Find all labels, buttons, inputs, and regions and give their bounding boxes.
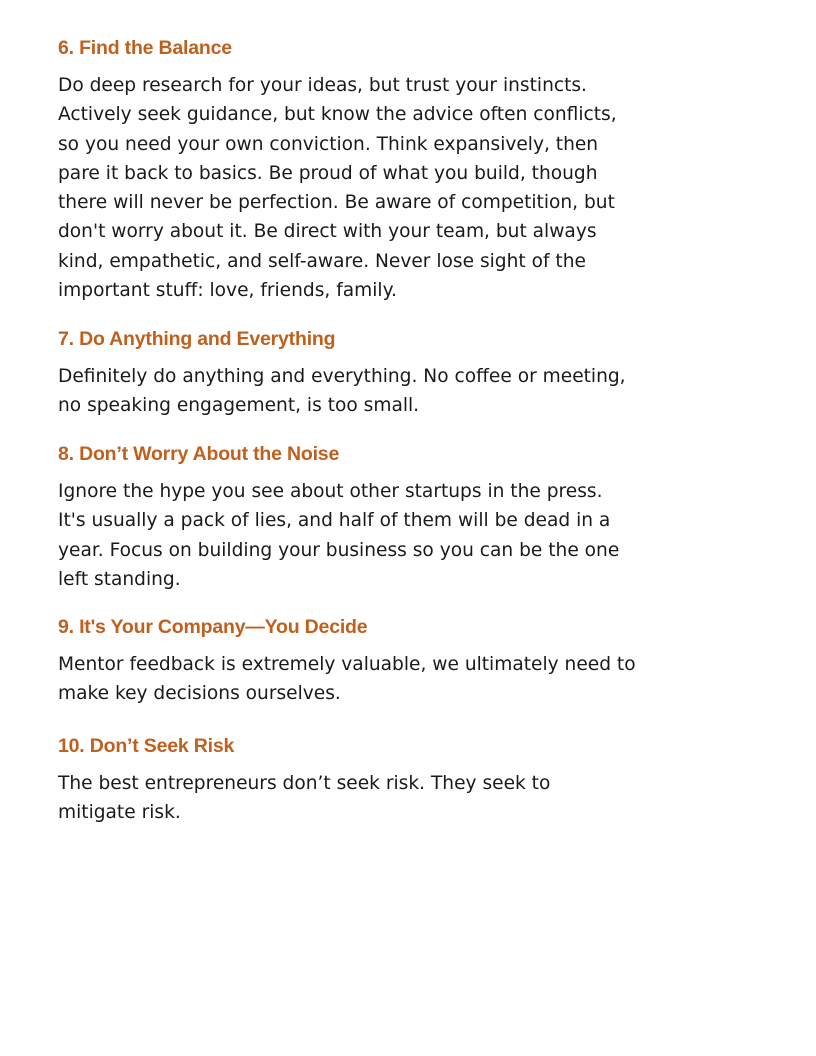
section-heading: 10. Don’t Seek Risk <box>58 735 235 757</box>
section-heading: 8. Don’t Worry About the Noise <box>58 443 340 465</box>
section-find-the-balance <box>58 36 698 305</box>
paragraph-line: Definitely do anything and everything. No coffee or meeting, <box>58 366 626 387</box>
paragraph-line: there will never be perfection. Be aware of competition, but <box>58 192 615 214</box>
paragraph-line: The best entrepreneurs don’t seek risk. They seek to <box>58 773 551 794</box>
section-paragraph <box>58 71 698 305</box>
section-dont-seek-risk <box>58 734 698 828</box>
section-dont-worry-about-the-noise <box>58 442 698 594</box>
section-paragraph <box>58 362 698 421</box>
section-its-your-company <box>58 615 698 709</box>
section-paragraph <box>58 477 698 594</box>
paragraph-line: Actively seek guidance, but know the advice often conflicts, <box>58 104 617 126</box>
paragraph-line: important stuff: love, friends, family. <box>58 280 397 302</box>
section-paragraph <box>58 650 698 709</box>
section-heading: 7. Do Anything and Everything <box>58 328 336 350</box>
paragraph-line: pare it back to basics. Be proud of what you build, though <box>58 162 598 184</box>
section-do-anything-and-everything <box>58 327 698 421</box>
section-paragraph <box>58 769 698 828</box>
section-heading: 9. It's Your Company—You Decide <box>58 616 368 638</box>
paragraph-line: kind, empathetic, and self-aware. Never lose sight of the <box>58 250 586 272</box>
paragraph-line: make key decisions ourselves. <box>58 683 341 705</box>
paragraph-line: Do deep research for your ideas, but trust your instincts. <box>58 75 587 96</box>
paragraph-line: left standing. <box>58 568 181 590</box>
paragraph-line: don't worry about it. Be direct with your team, but always <box>58 221 597 243</box>
paragraph-line: mitigate risk. <box>58 802 181 824</box>
paragraph-line: It's usually a pack of lies, and half of them will be dead in a <box>58 510 611 532</box>
paragraph-line: no speaking engagement, is too small. <box>58 395 420 417</box>
paragraph-line: so you need your own conviction. Think expansively, then <box>58 133 599 155</box>
paragraph-line: year. Focus on building your business so you can be the one <box>58 539 620 561</box>
paragraph-line: Ignore the hype you see about other startups in the press. <box>58 481 603 502</box>
paragraph-line: Mentor feedback is extremely valuable, we ultimately need to <box>58 654 636 675</box>
section-heading: 6. Find the Balance <box>58 37 232 59</box>
